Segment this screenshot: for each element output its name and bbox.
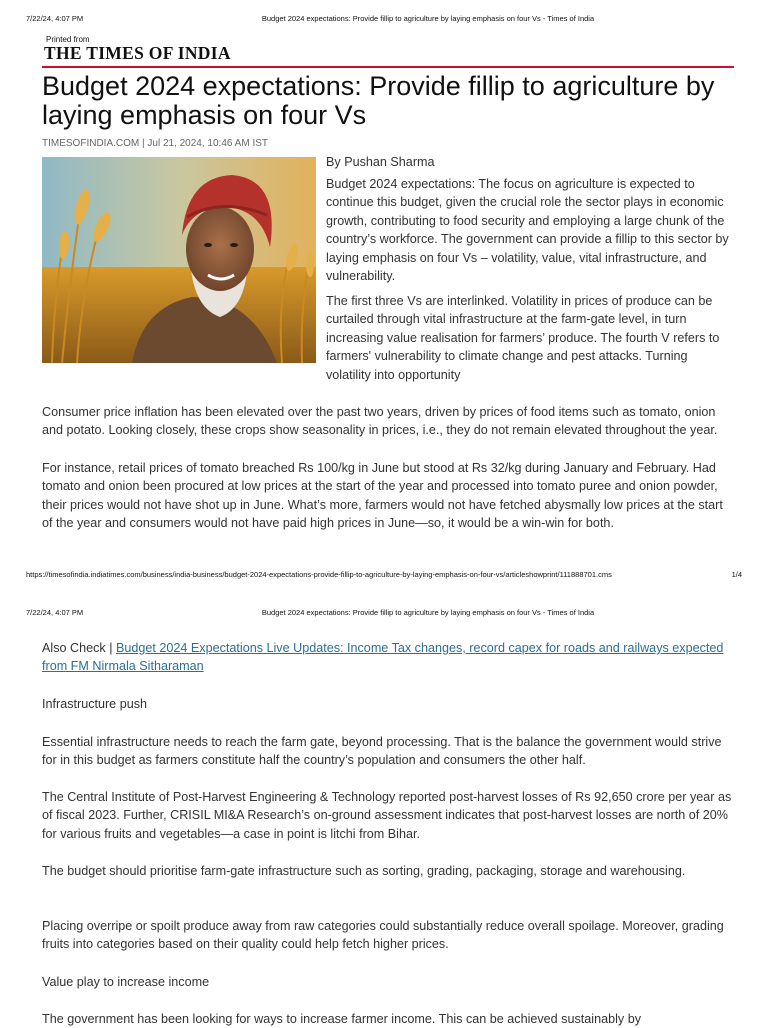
print-page-indicator: 1/4 — [731, 570, 742, 579]
article-paragraph: For instance, retail prices of tomato breached Rs 100/kg in June but stood at Rs 32/kg during January and February. Had tomato and onion been procured at low prices at the start of the year and processed into tomato puree and onion powder, their prices would not have shot up in June. What’s more, farmers would not have fetched abysmally low prices at the start of the year and consumers would not have paid high prices in June—so, it would be a win-win for both. — [42, 461, 723, 531]
print-document-title: Budget 2024 expectations: Provide fillip to agriculture by laying emphasis on four Vs - Times of India — [261, 608, 595, 617]
print-url: https://timesofindia.indiatimes.com/business/india-business/budget-2024-expectations-provide-fillip-to-agriculture-by-laying-emphasis-on-four-vs/articleshowprint/111888701.cms — [26, 570, 612, 579]
masthead-logo: THE TIMES OF INDIA — [44, 43, 231, 63]
print-datetime: 7/22/24, 4:07 PM — [26, 608, 84, 617]
article-paragraph: Placing overripe or spoilt produce away from raw categories could substantially reduce overall spoilage. Moreover, grading fruits into categories based on their quality could help fetch higher prices. — [42, 919, 724, 952]
also-check-link[interactable]: Budget 2024 Expectations Live Updates: Income Tax changes, record capex for roads and railways expected from FM Nirmala Sitharaman — [42, 641, 724, 674]
article-paragraph: The Central Institute of Post-Harvest Engineering & Technology reported post-harvest losses of Rs 92,650 crore per year as of fiscal 2023. Further, CRISIL MI&A Research’s on-ground assessment indicates that post-harvest losses are north of 20% for various fruits and vegetables—a case in point is litchi from Bihar. — [42, 790, 732, 841]
article-paragraph: The first three Vs are interlinked. Volatility in prices of produce can be curtailed through vital infrastructure at the farm-gate level, in turn increasing value realisation for farmers’ produce. The fourth V refers to farmers' vulnerability to climate change and pest attacks. Turning volatility into opportunity — [326, 294, 720, 382]
masthead-divider — [42, 66, 734, 68]
hero-image-farmer — [42, 157, 316, 363]
print-datetime: 7/22/24, 4:07 PM — [26, 14, 84, 23]
also-check-note — [42, 639, 732, 676]
article-paragraph: Consumer price inflation has been elevated over the past two years, driven by prices of food items such as tomato, onion and potato. Looking closely, these crops show seasonality in prices, i.e., they do not remain elevated throughout the year. — [42, 405, 718, 438]
article-meta: TIMESOFINDIA.COM | Jul 21, 2024, 10:46 AM IST — [42, 138, 269, 149]
article-paragraph: Budget 2024 expectations: The focus on agriculture is expected to continue this budget, given the crucial role the sector plays in economic growth, contributing to food security and employing a large chunk of the country’s workforce. The government can provide a fillip to this sector by laying emphasis on four Vs – volatility, value, vital infrastructure, and vulnerability. — [326, 177, 729, 284]
printed-from-label: Printed from — [46, 35, 90, 44]
article-paragraph: The budget should prioritise farm-gate infrastructure such as sorting, grading, packaging, storage and warehousing. — [42, 864, 686, 878]
article-byline: By Pushan Sharma — [326, 155, 435, 169]
article-headline: Budget 2024 expectations: Provide fillip to agriculture by laying emphasis on four Vs — [42, 71, 715, 130]
section-subhead-value: Value play to increase income — [42, 975, 210, 989]
also-check-prefix: Also Check | — [42, 641, 116, 655]
article-paragraph: The government has been looking for ways to increase farmer income. This can be achieved sustainably by — [42, 1012, 641, 1026]
article-paragraph: Essential infrastructure needs to reach the farm gate, beyond processing. That is the balance the government would strive for in this budget as farmers constitute half the country’s population and consumers the other half. — [42, 735, 722, 768]
print-document-title: Budget 2024 expectations: Provide fillip to agriculture by laying emphasis on four Vs - Times of India — [261, 14, 595, 23]
section-subhead-infrastructure: Infrastructure push — [42, 697, 147, 711]
